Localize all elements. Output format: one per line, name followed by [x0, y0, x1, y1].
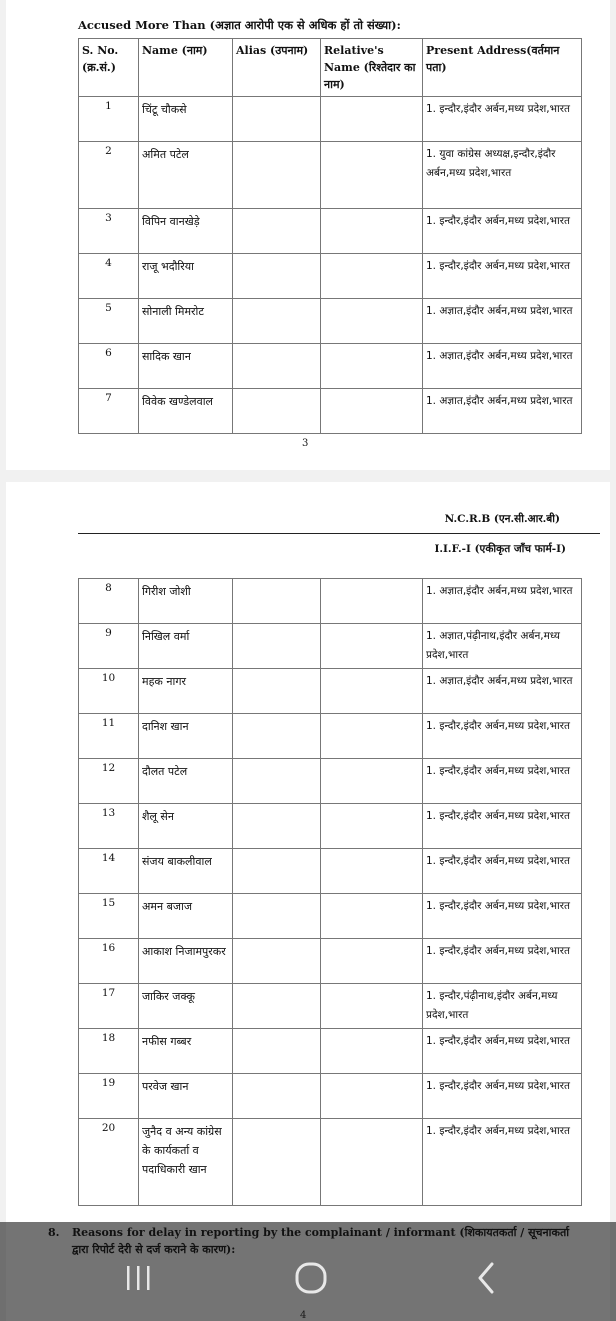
name-cell: आकाश निजामपुरकर	[139, 939, 233, 984]
name-cell: निखिल वर्मा	[139, 624, 233, 669]
table-row	[79, 624, 582, 669]
alias-cell	[233, 804, 321, 849]
alias-cell	[233, 1074, 321, 1119]
accused-table	[78, 38, 582, 434]
name-cell: दानिश खान	[139, 714, 233, 759]
alias-cell	[233, 389, 321, 434]
name-cell: दौलत पटेल	[139, 759, 233, 804]
alias-cell	[233, 624, 321, 669]
relative-name-cell	[321, 389, 423, 434]
serial-number-cell: 15	[79, 894, 139, 939]
table-row	[79, 97, 582, 142]
address-cell: 1. इन्दौर,इंदौर अर्बन,मध्य प्रदेश,भारत	[423, 209, 582, 254]
table-row	[79, 1029, 582, 1074]
address-cell: 1. अज्ञात,इंदौर अर्बन,मध्य प्रदेश,भारत	[423, 579, 582, 624]
table-row	[79, 209, 582, 254]
name-cell: शैलू सेन	[139, 804, 233, 849]
table-row	[79, 299, 582, 344]
alias-cell	[233, 984, 321, 1029]
table-row	[79, 669, 582, 714]
alias-cell	[233, 894, 321, 939]
table-row	[79, 142, 582, 209]
name-cell: महक नागर	[139, 669, 233, 714]
alias-cell	[233, 142, 321, 209]
table-row	[79, 804, 582, 849]
serial-number-cell: 1	[79, 97, 139, 142]
name-cell: जुनैद व अन्य कांग्रेस के कार्यकर्ता व पदाधिकारी खान	[139, 1119, 233, 1206]
table-row	[79, 254, 582, 299]
relative-name-cell	[321, 669, 423, 714]
address-cell: 1. इन्दौर,इंदौर अर्बन,मध्य प्रदेश,भारत	[423, 849, 582, 894]
relative-name-cell	[321, 984, 423, 1029]
alias-cell	[233, 714, 321, 759]
relative-name-cell	[321, 254, 423, 299]
address-cell: 1. इन्दौर,इंदौर अर्बन,मध्य प्रदेश,भारत	[423, 804, 582, 849]
relative-name-cell	[321, 97, 423, 142]
address-cell: 1. इन्दौर,इंदौर अर्बन,मध्य प्रदेश,भारत	[423, 894, 582, 939]
column-header-address: Present Address(वर्तमान पता)	[423, 39, 582, 97]
serial-number-cell: 10	[79, 669, 139, 714]
name-cell: चिंटू चौकसे	[139, 97, 233, 142]
alias-cell	[233, 849, 321, 894]
table-row	[79, 344, 582, 389]
serial-number-cell: 13	[79, 804, 139, 849]
relative-name-cell	[321, 344, 423, 389]
relative-name-cell	[321, 299, 423, 344]
alias-cell	[233, 97, 321, 142]
address-cell: 1. इन्दौर,इंदौर अर्बन,मध्य प्रदेश,भारत	[423, 759, 582, 804]
column-header-name: Name (नाम)	[139, 39, 233, 97]
recent-apps-icon	[108, 1256, 168, 1296]
back-button[interactable]	[456, 1256, 516, 1296]
alias-cell	[233, 1119, 321, 1206]
name-cell: गिरीश जोशी	[139, 579, 233, 624]
home-button[interactable]	[282, 1256, 342, 1296]
column-header-sno: S. No. (क्र.सं.)	[79, 39, 139, 97]
name-cell: सादिक खान	[139, 344, 233, 389]
section-text: Reasons for delay in reporting by the complainant / informant (शिकायतकर्ता / सूचनाकर्ता द्वारा रिपोर्ट देरी से दर्ज कराने के कारण):	[72, 1226, 570, 1256]
relative-name-cell	[321, 894, 423, 939]
name-cell: नफीस गब्बर	[139, 1029, 233, 1074]
table-row	[79, 714, 582, 759]
serial-number-cell: 18	[79, 1029, 139, 1074]
relative-name-cell	[321, 579, 423, 624]
table-row	[79, 389, 582, 434]
address-cell: 1. इन्दौर,इंदौर अर्बन,मध्य प्रदेश,भारत	[423, 97, 582, 142]
serial-number-cell: 6	[79, 344, 139, 389]
address-cell: 1. इन्दौर,इंदौर अर्बन,मध्य प्रदेश,भारत	[423, 939, 582, 984]
serial-number-cell: 19	[79, 1074, 139, 1119]
back-icon	[456, 1256, 516, 1296]
relative-name-cell	[321, 209, 423, 254]
alias-cell	[233, 669, 321, 714]
address-cell: 1. इन्दौर,इंदौर अर्बन,मध्य प्रदेश,भारत	[423, 1074, 582, 1119]
serial-number-cell: 8	[79, 579, 139, 624]
alias-cell	[233, 254, 321, 299]
alias-cell	[233, 1029, 321, 1074]
serial-number-cell: 14	[79, 849, 139, 894]
recent-apps-button[interactable]	[108, 1256, 168, 1296]
address-cell: 1. अज्ञात,इंदौर अर्बन,मध्य प्रदेश,भारत	[423, 344, 582, 389]
address-cell: 1. इन्दौर,इंदौर अर्बन,मध्य प्रदेश,भारत	[423, 714, 582, 759]
section-number: 8.	[48, 1226, 60, 1239]
serial-number-cell: 9	[79, 624, 139, 669]
relative-name-cell	[321, 142, 423, 209]
column-header-relative: Relative's Name (रिश्तेदार का नाम)	[321, 39, 423, 97]
table-row	[79, 894, 582, 939]
serial-number-cell: 16	[79, 939, 139, 984]
relative-name-cell	[321, 624, 423, 669]
android-nav-bar	[0, 1252, 616, 1302]
alias-cell	[233, 344, 321, 389]
serial-number-cell: 4	[79, 254, 139, 299]
alias-cell	[233, 939, 321, 984]
serial-number-cell: 7	[79, 389, 139, 434]
name-cell: विवेक खण्डेलवाल	[139, 389, 233, 434]
relative-name-cell	[321, 939, 423, 984]
page-number: 3	[302, 438, 309, 449]
table-row	[79, 579, 582, 624]
accused-table-continued	[78, 578, 582, 1206]
document-page-4	[6, 482, 610, 1321]
table-row	[79, 759, 582, 804]
name-cell: परवेज खान	[139, 1074, 233, 1119]
name-cell: अमित पटेल	[139, 142, 233, 209]
name-cell: विपिन वानखेड़े	[139, 209, 233, 254]
accused-heading: Accused More Than (अज्ञात आरोपी एक से अधिक हों तो संख्या):	[78, 18, 401, 32]
name-cell: जाकिर जक्कू	[139, 984, 233, 1029]
serial-number-cell: 3	[79, 209, 139, 254]
relative-name-cell	[321, 804, 423, 849]
address-cell: 1. इन्दौर,इंदौर अर्बन,मध्य प्रदेश,भारत	[423, 1119, 582, 1206]
relative-name-cell	[321, 759, 423, 804]
name-cell: अमन बजाज	[139, 894, 233, 939]
address-cell: 1. इन्दौर,इंदौर अर्बन,मध्य प्रदेश,भारत	[423, 254, 582, 299]
address-cell: 1. अज्ञात,इंदौर अर्बन,मध्य प्रदेश,भारत	[423, 389, 582, 434]
serial-number-cell: 20	[79, 1119, 139, 1206]
table-row	[79, 849, 582, 894]
alias-cell	[233, 209, 321, 254]
header-divider	[78, 533, 600, 534]
address-cell: 1. अज्ञात,इंदौर अर्बन,मध्य प्रदेश,भारत	[423, 669, 582, 714]
home-icon	[282, 1256, 342, 1296]
serial-number-cell: 2	[79, 142, 139, 209]
alias-cell	[233, 579, 321, 624]
address-cell: 1. अज्ञात,पंढ़ीनाथ,इंदौर अर्बन,मध्य प्रदेश,भारत	[423, 624, 582, 669]
relative-name-cell	[321, 1119, 423, 1206]
table-row	[79, 939, 582, 984]
relative-name-cell	[321, 849, 423, 894]
serial-number-cell: 5	[79, 299, 139, 344]
address-cell: 1. इन्दौर,इंदौर अर्बन,मध्य प्रदेश,भारत	[423, 1029, 582, 1074]
address-cell: 1. अज्ञात,इंदौर अर्बन,मध्य प्रदेश,भारत	[423, 299, 582, 344]
alias-cell	[233, 759, 321, 804]
alias-cell	[233, 299, 321, 344]
table-header-row	[79, 39, 582, 97]
serial-number-cell: 12	[79, 759, 139, 804]
relative-name-cell	[321, 1074, 423, 1119]
table-row	[79, 1119, 582, 1206]
table-row	[79, 984, 582, 1029]
name-cell: राजू भदौरिया	[139, 254, 233, 299]
document-page-3	[6, 0, 610, 470]
accused-table-body	[79, 579, 582, 1206]
accused-table-body	[79, 97, 582, 434]
relative-name-cell	[321, 714, 423, 759]
relative-name-cell	[321, 1029, 423, 1074]
address-cell: 1. इन्दौर,पंढ़ीनाथ,इंदौर अर्बन,मध्य प्रदेश,भारत	[423, 984, 582, 1029]
address-cell: 1. युवा कांग्रेस अध्यक्ष,इन्दौर,इंदौर अर्बन,मध्य प्रदेश,भारत	[423, 142, 582, 209]
serial-number-cell: 11	[79, 714, 139, 759]
serial-number-cell: 17	[79, 984, 139, 1029]
iif-header: I.I.F.-I (एकीकृत जाँच फार्म-I)	[434, 543, 566, 555]
name-cell: संजय बाकलीवाल	[139, 849, 233, 894]
table-row	[79, 1074, 582, 1119]
column-header-alias: Alias (उपनाम)	[233, 39, 321, 97]
ncrb-header: N.C.R.B (एन.सी.आर.बी)	[444, 513, 560, 525]
name-cell: सोनाली मिमरोट	[139, 299, 233, 344]
